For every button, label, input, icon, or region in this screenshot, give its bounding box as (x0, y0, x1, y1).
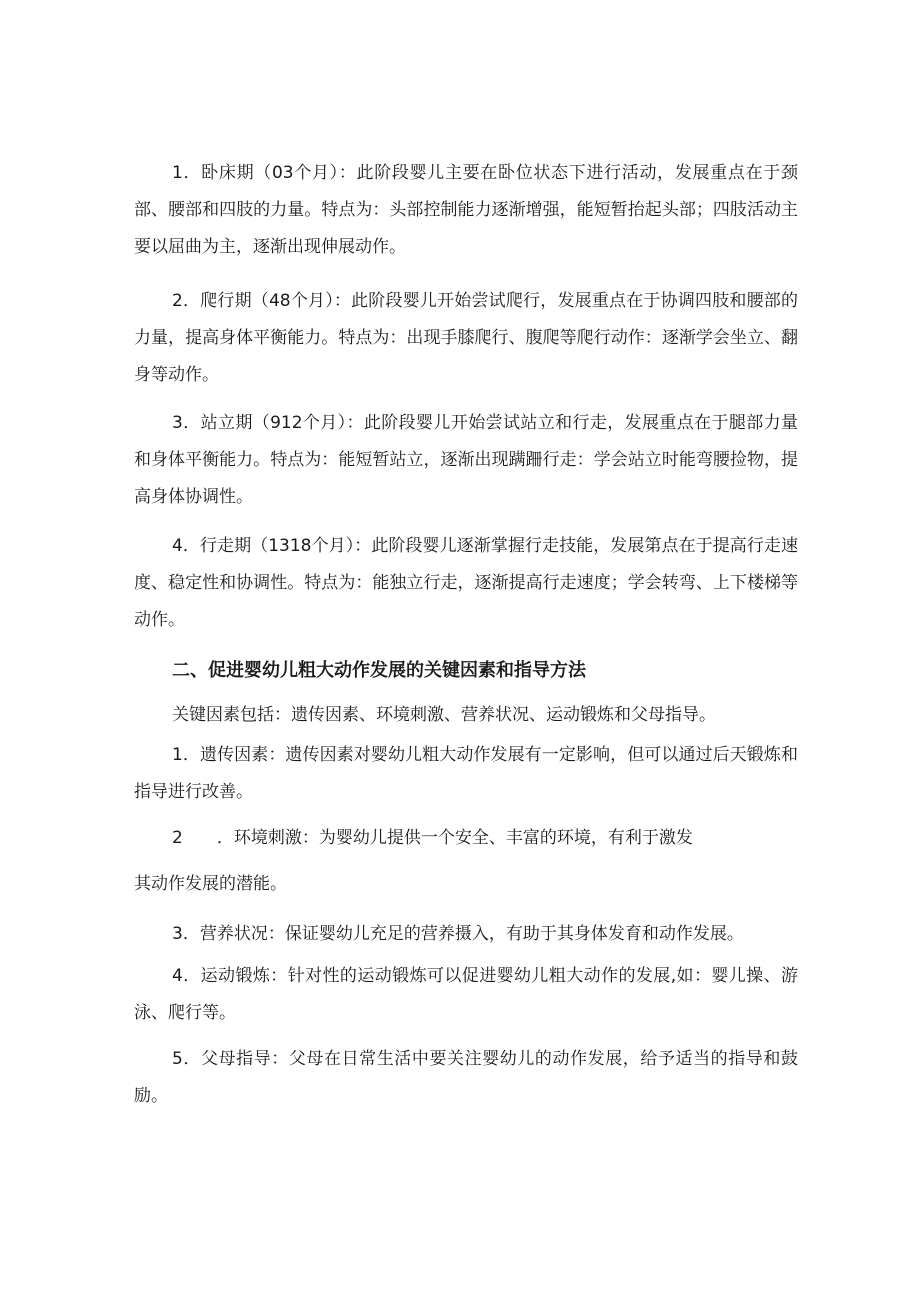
factor-environment-line2: 其动作发展的潜能。 (134, 874, 287, 894)
factor-nutrition: 3．营养状况：保证婴幼儿充足的营养摄入，有助于其身体发育和动作发展。 (172, 924, 744, 944)
key-factors-intro: 关键因素包括：遗传因素、环境刺激、营养状况、运动锻炼和父母指导。 (172, 705, 716, 725)
paragraph-walking-stage: 4．行走期（1318个月）：此阶段婴儿逐渐掌握行走技能，发展第点在于提高行走速度、稳定性和协调性。特点为：能独立行走，逐渐提高行走速度；学会转弯、上下楼梯等动作。 (134, 536, 798, 630)
factor-exercise: 4．运动锻炼：针对性的运动锻炼可以促进婴幼儿粗大动作的发展,如：婴儿操、游泳、爬行等。 (134, 966, 798, 1023)
factor-parental-guidance: 5．父母指导：父母在日常生活中要关注婴幼儿的动作发展，给予适当的指导和鼓励。 (134, 1049, 798, 1106)
paragraph-crawling-stage: 2．爬行期（48个月）：此阶段婴儿开始尝试爬行，发展重点在于协调四肢和腰部的力量，提高身体平衡能力。特点为：出现手膝爬行、腹爬等爬行动作：逐渐学会坐立、翻身等动作。 (134, 291, 798, 385)
paragraph-lying-stage: 1．卧床期（03个月）：此阶段婴儿主要在卧位状态下进行活动，发展重点在于颈部、腰部和四肢的力量。特点为：头部控制能力逐渐增强，能短暂抬起头部；四肢活动主要以屈曲为主，逐渐出现伸展动作。 (134, 163, 798, 257)
section-heading: 二、促进婴幼儿粗大动作发展的关键因素和指导方法 (172, 660, 586, 681)
factor-genetics: 1．遗传因素：遗传因素对婴幼儿粗大动作发展有一定影响，但可以通过后天锻炼和指导进行改善。 (134, 745, 798, 802)
factor-environment-line1: 2 ．环境刺激：为婴幼儿提供一个安全、丰富的环境，有利于激发 (172, 828, 693, 848)
paragraph-standing-stage: 3．站立期（912个月）：此阶段婴儿开始尝试站立和行走，发展重点在于腿部力量和身体平衡能力。特点为：能短暂站立，逐渐出现蹒跚行走：学会站立时能弯腰捡物，提高身体协调性。 (134, 413, 798, 507)
